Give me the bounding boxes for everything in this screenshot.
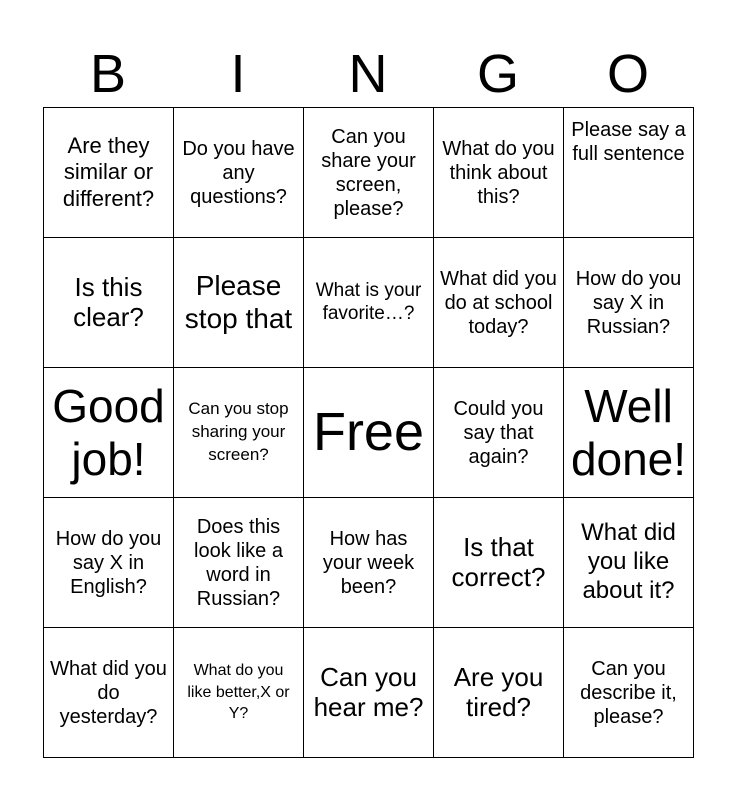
bingo-cell: What did you like about it? [563, 497, 694, 628]
header-letter-b: B [89, 44, 127, 104]
bingo-cell: Are they similar or different? [43, 107, 174, 238]
bingo-cell: How has your week been? [303, 497, 434, 628]
bingo-cell: Can you stop sharing your screen? [173, 367, 304, 498]
bingo-cell: Can you describe it, please? [563, 627, 694, 758]
bingo-board [43, 107, 693, 757]
bingo-cell: Is this clear? [43, 237, 174, 368]
bingo-cell: Could you say that again? [433, 367, 564, 498]
bingo-cell: How do you say X in English? [43, 497, 174, 628]
bingo-cell: What did you do at school today? [433, 237, 564, 368]
bingo-cell: Can you hear me? [303, 627, 434, 758]
header-letter-i: I [230, 44, 246, 104]
free-space: Free [303, 367, 434, 498]
bingo-header [43, 44, 693, 104]
bingo-cell: Do you have any questions? [173, 107, 304, 238]
header-letter-o: O [606, 44, 649, 104]
bingo-cell: Can you share your screen, please? [303, 107, 434, 238]
bingo-cell: Are you tired? [433, 627, 564, 758]
bingo-cell: Please say a full sentence [563, 107, 694, 238]
bingo-cell: What do you like better,X or Y? [173, 627, 304, 758]
header-letter-n: N [348, 44, 388, 104]
header-letter-g: G [476, 44, 519, 104]
bingo-cell: How do you say X in Russian? [563, 237, 694, 368]
bingo-cell: What is your favorite…? [303, 237, 434, 368]
bingo-cell: Good job! [43, 367, 174, 498]
bingo-cell: Does this look like a word in Russian? [173, 497, 304, 628]
bingo-cell: What do you think about this? [433, 107, 564, 238]
bingo-cell: Well done! [563, 367, 694, 498]
bingo-cell: Is that correct? [433, 497, 564, 628]
bingo-cell: Please stop that [173, 237, 304, 368]
bingo-cell: What did you do yesterday? [43, 627, 174, 758]
